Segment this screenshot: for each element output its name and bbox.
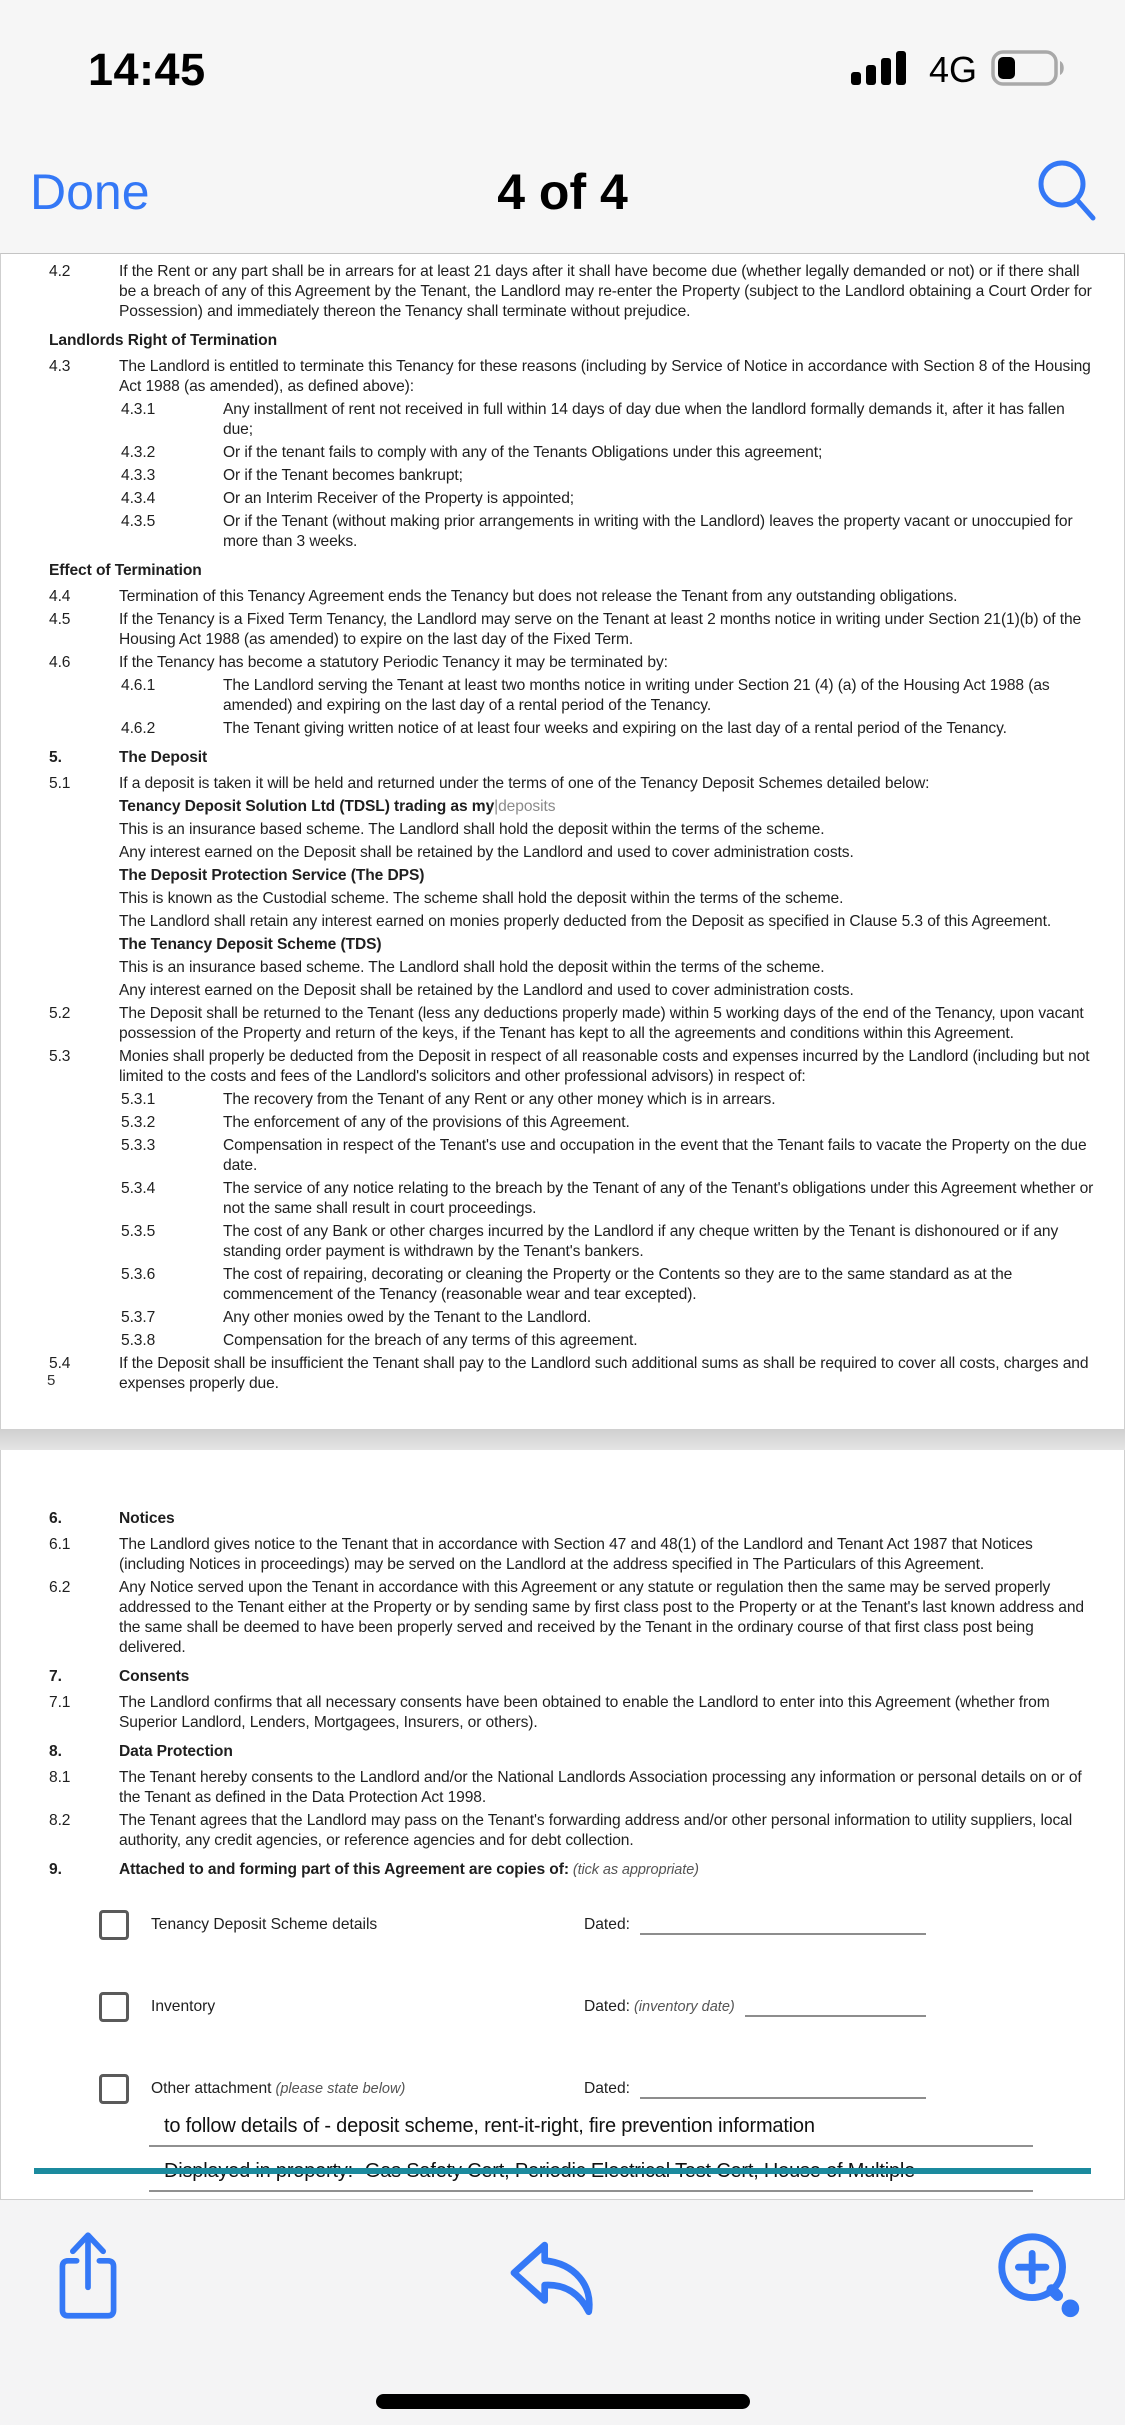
clause: 4.3 The Landlord is entitled to terminate this Tenancy for these reasons (including by Service of Notice in accordance with Section 8 of the Housing Act 1988 (as amended), as defined above):	[49, 358, 1091, 395]
teal-divider	[34, 2168, 1091, 2174]
section-heading: Effect of Termination	[49, 562, 202, 579]
home-indicator[interactable]	[376, 2394, 750, 2409]
clause: Any interest earned on the Deposit shall be retained by the Landlord and used to cover administration costs.	[119, 844, 854, 861]
section-heading: 8. Data Protection	[49, 1743, 233, 1760]
clause: 4.5 If the Tenancy is a Fixed Term Tenancy, the Landlord may serve on the Tenant at least 2 months notice in writing under Section 21(1)(b) of the Housing Act 1988 (as amended) to expire on the last day of the Fixed Term.	[49, 611, 1082, 648]
zoom-in-markup-icon	[991, 2312, 1089, 2327]
clause: 4.2 If the Rent or any part shall be in arrears for at least 21 days after it shall have become due (whether legally demanded or not) or if there shall be a breach of any of this Agreement by the Tenant, the Landlord may re-enter the Property (subject to the Landlord obtaining a Court Order for Possession) and immediately thereon the Tenancy shall terminate without prejudice.	[49, 263, 1092, 320]
clause: 5.4 If the Deposit shall be insufficient the Tenant shall pay to the Landlord such additional sums as shall be required to cover all costs, charges and expenses properly due.	[49, 1355, 1089, 1392]
home-row	[0, 2394, 1125, 2425]
bottom-strip	[0, 2425, 1125, 2436]
clause: 4.4 Termination of this Tenancy Agreement ends the Tenancy but does not release the Tenant from any outstanding obligations.	[49, 588, 958, 605]
clause: 5.1 If a deposit is taken it will be held and returned under the terms of one of the Tenancy Deposit Schemes detailed below:	[49, 775, 930, 792]
page-5-content	[49, 262, 1096, 1394]
section-heading: 9. Attached to and forming part of this Agreement are copies of: (tick as appropriate)	[49, 1861, 699, 1878]
reply-button[interactable]	[506, 2240, 610, 2325]
attachment-checkbox	[99, 1910, 129, 1940]
clause: 5.3.7 Any other monies owed by the Tenant to the Landlord.	[121, 1309, 592, 1326]
clause: 6.2 Any Notice served upon the Tenant in accordance with this Agreement or any statute or regulation then the same may be served properly addressed to the Tenant either at the Property or by sending same by first class post to the Property or at the Tenant's last known address and the same shall be deemed to have been properly served and received by the Tenant in the ordinary course of that first class post being delivered.	[49, 1579, 1084, 1656]
search-icon	[1035, 211, 1099, 226]
clause: 5.3.1 The recovery from the Tenant of any Rent or any other money which is in arrears.	[121, 1091, 776, 1108]
clause: 4.3.1 Any installment of rent not received in full within 14 days of day due when the landlord formally demands it, after it has fallen due;	[121, 401, 1065, 438]
attachment-row	[99, 1910, 926, 1940]
attachment-row	[99, 2074, 926, 2104]
document-page-5	[0, 253, 1125, 1429]
clause: 5.3.3 Compensation in respect of the Tenant's use and occupation in the event that the Tenant fails to vacate the Property on the due date.	[121, 1137, 1087, 1174]
clause: This is known as the Custodial scheme. The scheme shall hold the deposit within the terms of the scheme.	[119, 890, 844, 907]
battery-icon	[991, 50, 1067, 91]
dated-blank-line	[640, 1915, 926, 1934]
clause: The Tenancy Deposit Scheme (TDS)	[119, 936, 382, 953]
attachment-label: Inventory	[151, 1998, 216, 2015]
attachment-checkbox	[99, 1992, 129, 2022]
status-icons	[851, 49, 1067, 91]
bottom-toolbar	[0, 2199, 1125, 2436]
clause: 5.3.5 The cost of any Bank or other charges incurred by the Landlord if any cheque written by the Tenant is dishonoured or if any standing order payment is withdrawn by the Tenant's bankers.	[121, 1223, 1059, 1260]
section-heading: 6. Notices	[49, 1510, 175, 1527]
filled-line	[149, 2160, 1033, 2192]
status-time: 14:45	[88, 44, 206, 95]
reply-icon	[506, 2310, 610, 2325]
page-indicator: 4 of 4	[497, 163, 628, 220]
clause: 5.2 The Deposit shall be returned to the Tenant (less any deductions properly made) within 5 working days of the end of the Tenancy, upon vacant possession of the Property and return of the keys, if the Tenant has kept to all the agreements and conditions within this Agreement.	[49, 1005, 1084, 1042]
clause: 5.3.2 The enforcement of any of the provisions of this Agreement.	[121, 1114, 630, 1131]
clause: 6.1 The Landlord gives notice to the Tenant that in accordance with Section 47 and 48(1) of the Landlord and Tenant Act 1987 that Notices (including Notices in proceedings) may be served on the Landlord at the address specified in The Particulars of this Agreement.	[49, 1536, 1033, 1573]
clause: The Deposit Protection Service (The DPS)	[119, 867, 425, 884]
section-heading: Landlords Right of Termination	[49, 332, 278, 349]
document-page-6	[0, 1450, 1125, 2200]
clause: 4.3.3 Or if the Tenant becomes bankrupt;	[121, 467, 463, 484]
dated-label: Dated:	[584, 1916, 630, 1933]
page-6-content	[49, 1509, 1096, 1880]
signal-icon	[851, 51, 915, 90]
clause: 4.3.2 Or if the tenant fails to comply with any of the Tenants Obligations under this agreement;	[121, 444, 823, 461]
markup-zoom-button[interactable]	[991, 2226, 1089, 2327]
nav-bar	[0, 130, 1125, 253]
clause: 4.6 If the Tenancy has become a statutory Periodic Tenancy it may be terminated by:	[49, 654, 668, 671]
clause: The Landlord shall retain any interest earned on monies properly deducted from the Deposit as specified in Clause 5.3 of this Agreement.	[119, 913, 1052, 930]
network-label: 4G	[928, 49, 977, 90]
attachment-row	[99, 1992, 926, 2022]
attachment-label: Tenancy Deposit Scheme details	[151, 1916, 378, 1933]
clause: 4.6.2 The Tenant giving written notice of at least four weeks and expiring on the last day of a rental period of the Tenancy.	[121, 720, 1007, 737]
page-gap	[0, 1429, 1125, 1450]
attachment-checklist	[49, 1910, 1096, 2104]
clause: 8.2 The Tenant agrees that the Landlord may pass on the Tenant's forwarding address and/or other personal information to utility suppliers, local authority, any credit agencies, or reference agencies and for debt collection.	[49, 1812, 1073, 1849]
attachment-checkbox	[99, 2074, 129, 2104]
clause: 4.3.5 Or if the Tenant (without making prior arrangements in writing with the Landlord) leaves the property vacant or unoccupied for more than 3 weeks.	[121, 513, 1073, 550]
clause: This is an insurance based scheme. The Landlord shall hold the deposit within the terms of the scheme.	[119, 959, 825, 976]
clause: 7.1 The Landlord confirms that all necessary consents have been obtained to enable the Landlord to enter into this Agreement (whether from Superior Landlord, Lenders, Mortgagees, Insurers, or others).	[49, 1694, 1050, 1731]
dated-blank-line	[745, 1997, 926, 2016]
clause: 8.1 The Tenant hereby consents to the Landlord and/or the National Landlords Association processing any information or personal details on or of the Tenant as defined in the Data Protection Act 1998.	[49, 1769, 1082, 1806]
dated-label: Dated: (inventory date)	[584, 1998, 735, 2015]
document-scroll-area[interactable]	[0, 253, 1125, 2200]
filled-line: to follow details of - deposit scheme, rent-it-right, fire prevention information	[149, 2115, 1033, 2147]
share-icon	[52, 2312, 124, 2327]
dated-blank-line	[640, 2079, 926, 2098]
section-heading: 5. The Deposit	[49, 749, 208, 766]
clause: 5.3.4 The service of any notice relating to the breach by the Tenant of any of the Tenant's obligations under this Agreement whether or not the same shall result in court proceedings.	[121, 1180, 1094, 1217]
clause: 4.6.1 The Landlord serving the Tenant at least two months notice in writing under Section 21 (4) (a) of the Housing Act 1988 (as amended) and expiring on the last day of a rental period of the Tenancy.	[121, 677, 1050, 714]
clause: 4.3.4 Or an Interim Receiver of the Property is appointed;	[121, 490, 575, 507]
done-button[interactable]: Done	[30, 163, 150, 220]
page-number: 5	[47, 1372, 56, 1389]
status-bar	[0, 0, 1125, 130]
toolbar-icons	[0, 2200, 1125, 2327]
search-button[interactable]	[1035, 157, 1099, 226]
clause: 5.3 Monies shall properly be deducted from the Deposit in respect of all reasonable costs and expenses incurred by the Landlord (including but not limited to the costs and fees of the Landlord's solicitors and other professional advisors) in respect of:	[49, 1048, 1090, 1085]
attachment-label: Other attachment (please state below)	[151, 2080, 406, 2097]
clause: This is an insurance based scheme. The Landlord shall hold the deposit within the terms of the scheme.	[119, 821, 825, 838]
share-button[interactable]	[52, 2226, 124, 2327]
section-heading: 7. Consents	[49, 1668, 190, 1685]
clause: 5.3.8 Compensation for the breach of any terms of this agreement.	[121, 1332, 638, 1349]
clause: Tenancy Deposit Solution Ltd (TDSL) trading as my|deposits	[119, 798, 556, 815]
clause: Any interest earned on the Deposit shall be retained by the Landlord and used to cover administration costs.	[119, 982, 854, 999]
clause: 5.3.6 The cost of repairing, decorating or cleaning the Property or the Contents so they are to the same standard as at the commencement of the Tenancy (reasonable wear and tear excepted).	[121, 1266, 1013, 1303]
dated-label: Dated:	[584, 2080, 630, 2097]
